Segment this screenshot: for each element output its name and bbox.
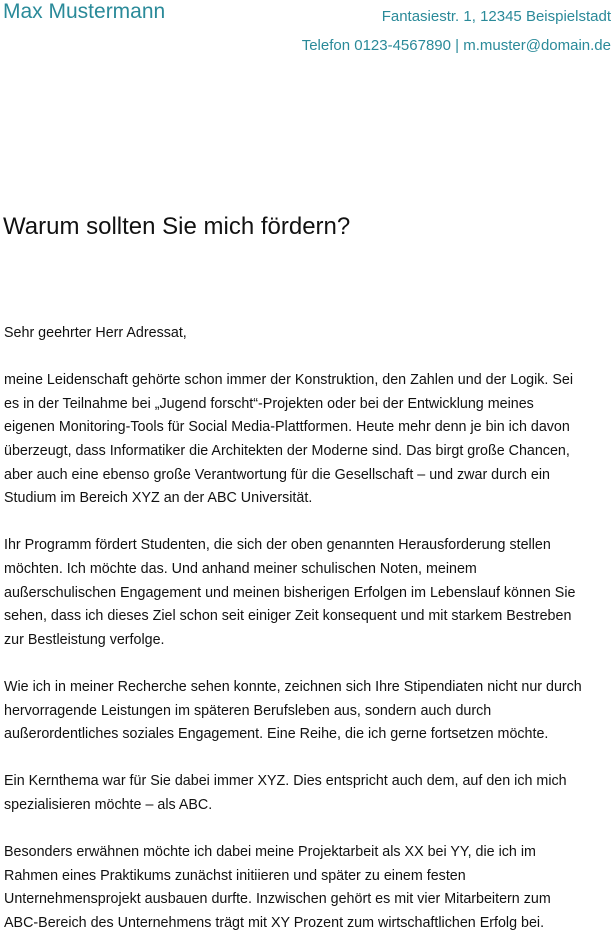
paragraph xyxy=(4,841,612,935)
paragraph-line: spezialisieren möchte – als ABC. xyxy=(4,796,213,813)
paragraph-line: Rahmen eines Praktikums zunächst initiieren und später zu einem festen xyxy=(4,867,466,884)
paragraph-line: meine Leidenschaft gehörte schon immer der Konstruktion, den Zahlen und der Logik. Sei xyxy=(4,372,574,389)
paragraph-line: aber auch eine ebenso große Verantwortung für die Gesellschaft – und zwar durch ein xyxy=(4,466,550,483)
paragraph-line: Wie ich in meiner Recherche sehen konnte, zeichnen sich Ihre Stipendiaten nicht nur durch xyxy=(4,678,582,695)
letter-body xyxy=(4,322,612,935)
paragraph-line: Ein Kernthema war für Sie dabei immer XYZ. Dies entspricht auch dem, auf den ich mich xyxy=(4,773,567,790)
paragraph-line: es in der Teilnahme bei „Jugend forscht“-Projekten oder bei der Entwicklung meines xyxy=(4,395,534,412)
sender-name: Max Mustermann xyxy=(3,0,166,23)
sender-address: Fantasiestr. 1, 12345 Beispielstadt xyxy=(381,8,611,25)
paragraph-line: ABC-Bereich des Unternehmens trägt mit XY Prozent zum wirtschaftlichen Erfolg bei. xyxy=(4,914,545,931)
paragraph xyxy=(4,369,612,511)
paragraph-line: möchten. Ich möchte das. Und anhand meiner schulischen Noten, meinem xyxy=(4,560,477,577)
paragraph-line: außerschulischen Engagement und meinen bisherigen Erfolgen im Lebenslauf können Sie xyxy=(4,584,576,601)
paragraph xyxy=(4,676,612,747)
paragraph-line: Studium im Bereich XYZ an der ABC Universität. xyxy=(4,490,313,507)
paragraph xyxy=(4,770,612,817)
paragraph-line: Ihr Programm fördert Studenten, die sich der oben genannten Herausforderung stellen xyxy=(4,537,551,554)
paragraph-line: Besonders erwähnen möchte ich dabei meine Projektarbeit als XX bei YY, die ich im xyxy=(4,844,536,861)
paragraph-line: überzeugt, dass Informatiker die Architekten der Moderne sind. Das birgt große Chancen, xyxy=(4,442,570,459)
paragraph-line: außerordentliches soziales Engagement. Eine Reihe, die ich gerne fortsetzen möchte. xyxy=(4,726,549,743)
paragraph xyxy=(4,534,612,652)
sender-contact-block xyxy=(302,2,611,60)
salutation: Sehr geehrter Herr Adressat, xyxy=(4,325,187,341)
letter-title: Warum sollten Sie mich fördern? xyxy=(3,213,351,240)
paragraph-line: zur Bestleistung verfolge. xyxy=(4,631,165,648)
paragraph-line: hervorragende Leistungen im späteren Berufsleben aus, sondern auch durch xyxy=(4,702,492,719)
paragraph-line: sehen, dass ich dieses Ziel schon seit einiger Zeit konsequent und mit starkem Bestreben xyxy=(4,608,572,625)
sender-contact: Telefon 0123-4567890 | m.muster@domain.de xyxy=(301,37,611,54)
paragraph-line: Unternehmensprojekt ausbauen durfte. Inzwischen gehört es mit vier Mitarbeitern zum xyxy=(4,891,551,908)
paragraph-line: eigenen Monitoring-Tools für Social Media-Plattformen. Heute mehr denn je bin ich davon xyxy=(4,419,570,436)
